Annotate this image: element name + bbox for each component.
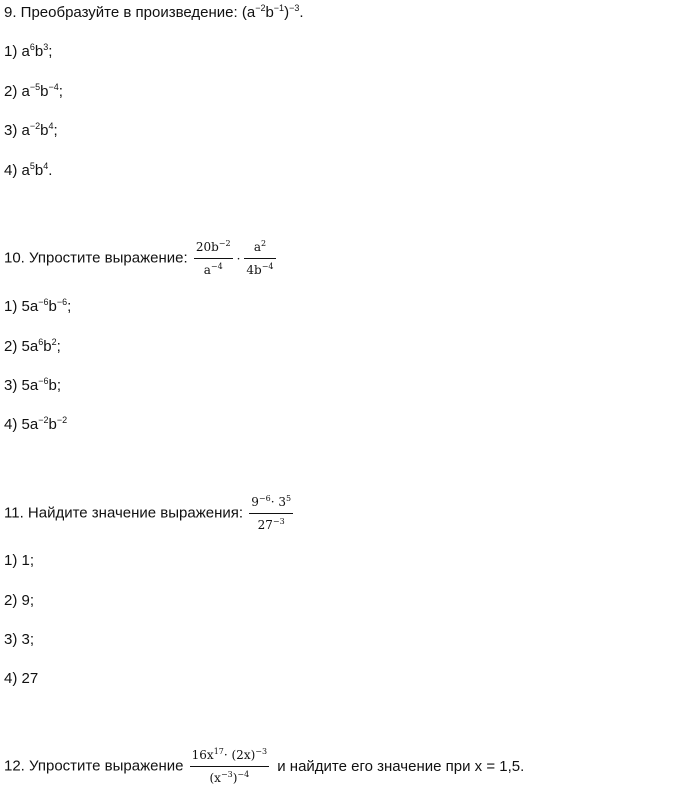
q11-option-1[interactable]: 1) 1; xyxy=(4,552,35,569)
q10-text: 10. Упростите выражение: xyxy=(4,249,188,267)
q12-text: 12. Упростите выражение xyxy=(4,757,184,775)
question-9: 9. Преобразуйте в произведение: $(a^{-2}b^{-1})^{-3}$. xyxy=(4,3,304,21)
q11-option-2[interactable]: 2) 9; xyxy=(4,592,35,609)
q10-fraction-2: $\frac{a^2}{4b^{-4}}$ xyxy=(246,239,274,277)
q9-option-2[interactable]: 2) $a^{-5}b^{-4}$; xyxy=(4,82,63,100)
q11-option-3[interactable]: 3) 3; xyxy=(4,631,35,648)
q9-option-3[interactable]: 3) $a^{-2}b^4$; xyxy=(4,121,58,139)
q10-option-1[interactable]: 1) $5a^{-6}b^{-6}$; xyxy=(4,297,72,315)
q10-option-4[interactable]: 4) $5a^{-2}b^{-2}$ xyxy=(4,415,68,433)
q11-fraction: $\frac{9^{-6}\cdot 3^5}{27^{-3}}$ xyxy=(251,494,292,532)
q11-text: 11. Найдите значение выражения: xyxy=(4,504,244,522)
q9-option-1[interactable]: 1) $a^6b^3$; xyxy=(4,42,53,60)
q12-fraction: $\frac{16x^{17}\cdot (2x)^{-3}}{(x^{-3})^{-4}}$ xyxy=(191,747,268,785)
q9-text: 9. Преобразуйте в произведение: (a xyxy=(4,4,256,21)
question-10: 10. Упростите выражение: $\frac{20b^{-2}}{a^{-4}}$ · $\frac{a^2}{4b^{-4}}$ xyxy=(4,239,274,277)
question-11 xyxy=(4,493,295,534)
q10-fraction-1: $\frac{20b^{-2}}{a^{-4}}$ xyxy=(195,239,231,277)
q12-suffix: и найдите его значение при x = 1,5. xyxy=(277,757,525,775)
q11-option-4[interactable]: 4) 27 xyxy=(4,670,39,687)
question-12 xyxy=(4,746,524,787)
q10-option-2[interactable]: 2) $5a^6b^2$; xyxy=(4,337,61,355)
q10-option-3[interactable]: 3) $5a^{-6}b$; xyxy=(4,376,61,394)
q9-option-4[interactable]: 4) $a^5b^4$. xyxy=(4,161,53,179)
